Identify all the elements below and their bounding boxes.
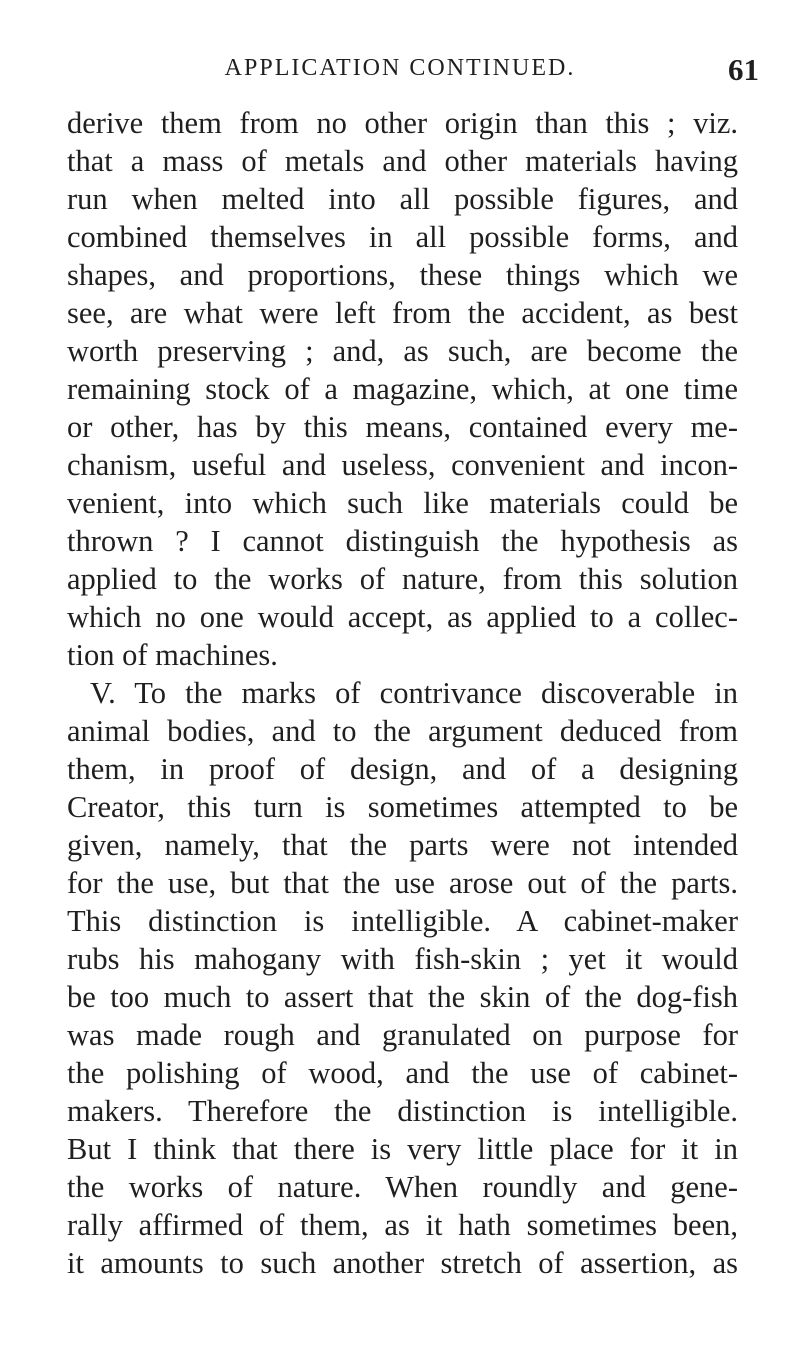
text-line: for the use, but that the use arose out of the parts. — [67, 866, 738, 900]
text-line: it amounts to such another stretch of assertion, as — [67, 1246, 738, 1280]
text-line-section-start: V. To the marks of contrivance discoverable in — [90, 676, 738, 710]
text-line: the works of nature. When roundly and gene- — [67, 1170, 738, 1204]
text-line: venient, into which such like materials could be — [67, 486, 738, 520]
text-line: was made rough and granulated on purpose for — [67, 1018, 738, 1052]
text-line: which no one would accept, as applied to a collec- — [67, 600, 738, 634]
text-line: shapes, and proportions, these things which we — [67, 258, 738, 292]
text-line: the polishing of wood, and the use of cabinet- — [67, 1056, 738, 1090]
text-line: tion of machines. — [67, 638, 278, 672]
text-line: remaining stock of a magazine, which, at one time — [67, 372, 738, 406]
text-line: that a mass of metals and other materials having — [67, 144, 738, 178]
text-line: them, in proof of design, and of a designing — [67, 752, 738, 786]
text-line: see, are what were left from the accident, as best — [67, 296, 738, 330]
text-line: derive them from no other origin than this ; viz. — [67, 106, 738, 140]
text-line: Creator, this turn is sometimes attempted to be — [67, 790, 738, 824]
running-head: APPLICATION CONTINUED. — [224, 55, 576, 81]
body-text — [67, 104, 738, 1282]
text-line: worth preserving ; and, as such, are become the — [67, 334, 738, 368]
text-line: makers. Therefore the distinction is intelligible. — [67, 1094, 738, 1128]
text-line: applied to the works of nature, from this solution — [67, 562, 738, 596]
text-line: chanism, useful and useless, convenient and incon- — [67, 448, 738, 482]
text-line: be too much to assert that the skin of the dog-fish — [67, 980, 738, 1014]
text-line: run when melted into all possible figures, and — [67, 182, 738, 216]
text-line: or other, has by this means, contained every me- — [67, 410, 738, 444]
text-line: rally affirmed of them, as it hath sometimes been, — [67, 1208, 738, 1242]
text-line: This distinction is intelligible. A cabinet-maker — [67, 904, 738, 938]
page-number: 61 — [728, 52, 759, 87]
text-line: combined themselves in all possible forms, and — [67, 220, 738, 254]
text-line: animal bodies, and to the argument deduced from — [67, 714, 738, 748]
text-line: rubs his mahogany with fish-skin ; yet it would — [67, 942, 738, 976]
text-line: thrown ? I cannot distinguish the hypothesis as — [67, 524, 738, 558]
text-line: But I think that there is very little place for it in — [67, 1132, 738, 1166]
text-line: given, namely, that the parts were not intended — [67, 828, 738, 862]
